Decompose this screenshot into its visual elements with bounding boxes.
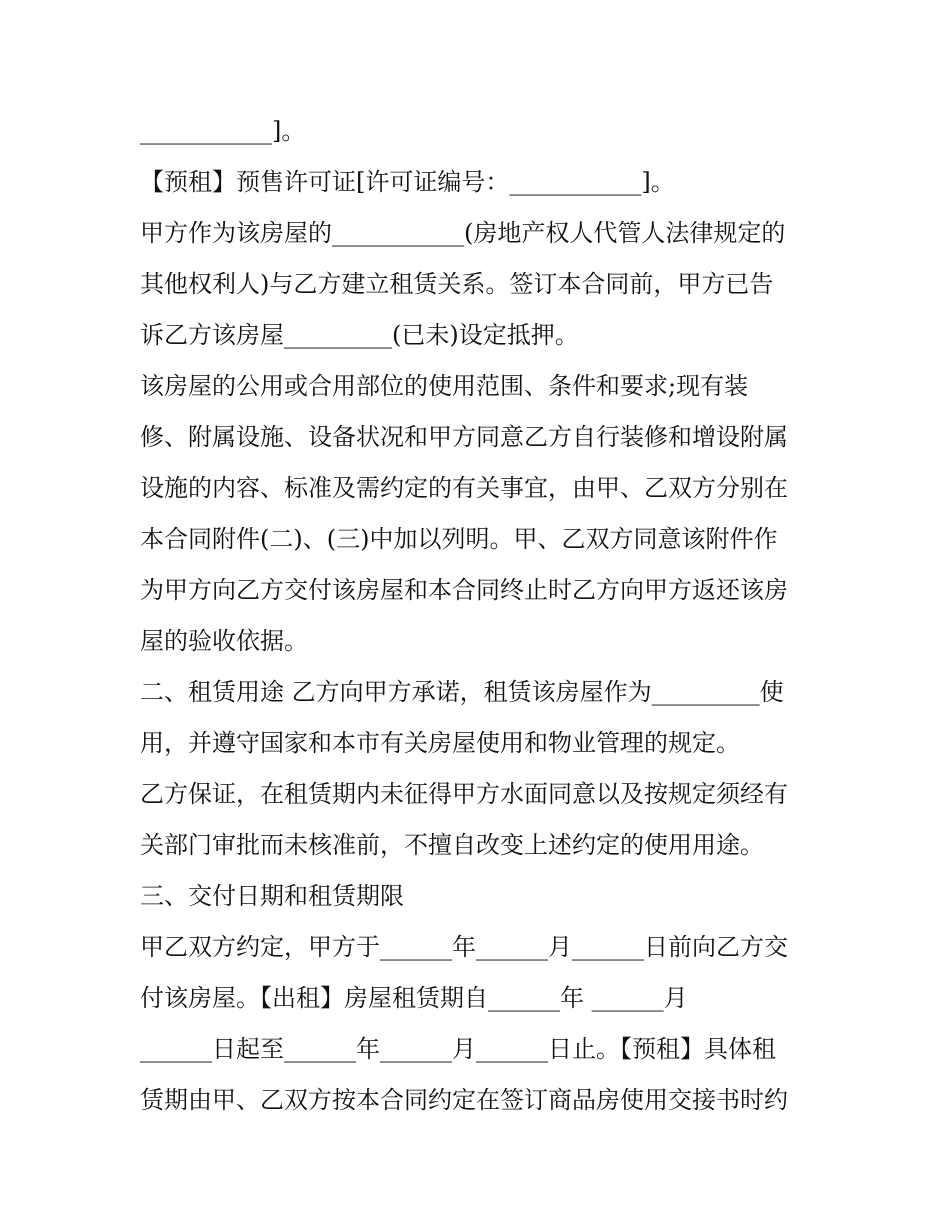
section-heading-usage: 二、租赁用途 乙方向甲方承诺，租赁该房屋作为_________使: [140, 678, 784, 706]
text-line: ______日起至______年______月______日止。【预租】具体租: [140, 1035, 776, 1063]
text-line: 修、附属设施、设备状况和甲方同意乙方自行装修和增设附属: [140, 423, 788, 451]
text-line: 乙方保证，在租赁期内未征得甲方水面同意以及按规定须经有: [140, 780, 788, 808]
text-line: 该房屋的公用或合用部位的使用范围、条件和要求;现有装: [140, 372, 749, 400]
text-line: 为甲方向乙方交付该房屋和本合同终止时乙方向甲方返还该房: [140, 576, 788, 604]
text-line: 诉乙方该房屋_________(已未)设定抵押。: [140, 321, 579, 349]
text-line: 【预租】预售许可证[许可证编号：___________]。: [140, 168, 675, 196]
text-line: 设施的内容、标准及需约定的有关事宜，由甲、乙双方分别在: [140, 474, 788, 502]
text-line: 其他权利人)与乙方建立租赁关系。签订本合同前，甲方已告: [140, 270, 774, 298]
text-line: 甲乙双方约定，甲方于______年______月______日前向乙方交: [140, 933, 788, 961]
document-body: [140, 106, 812, 1126]
text-line: 屋的验收依据。: [140, 627, 308, 655]
section-heading-term: 三、交付日期和租赁期限: [140, 882, 404, 910]
text-line: 甲方作为该房屋的___________(房地产权人代管人法律规定的: [140, 219, 786, 247]
text-line: ___________]。: [140, 117, 306, 145]
text-line: 用，并遵守国家和本市有关房屋使用和物业管理的规定。: [140, 729, 740, 757]
text-line: 付该房屋。【出租】房屋租赁期自______年 ______月: [140, 984, 688, 1012]
text-line: 本合同附件(二)、(三)中加以列明。甲、乙双方同意该附件作: [140, 525, 778, 553]
text-line: 关部门审批而未核准前，不擅自改变上述约定的使用用途。: [140, 831, 764, 859]
text-line: 赁期由甲、乙双方按本合同约定在签订商品房使用交接书时约: [140, 1086, 788, 1114]
